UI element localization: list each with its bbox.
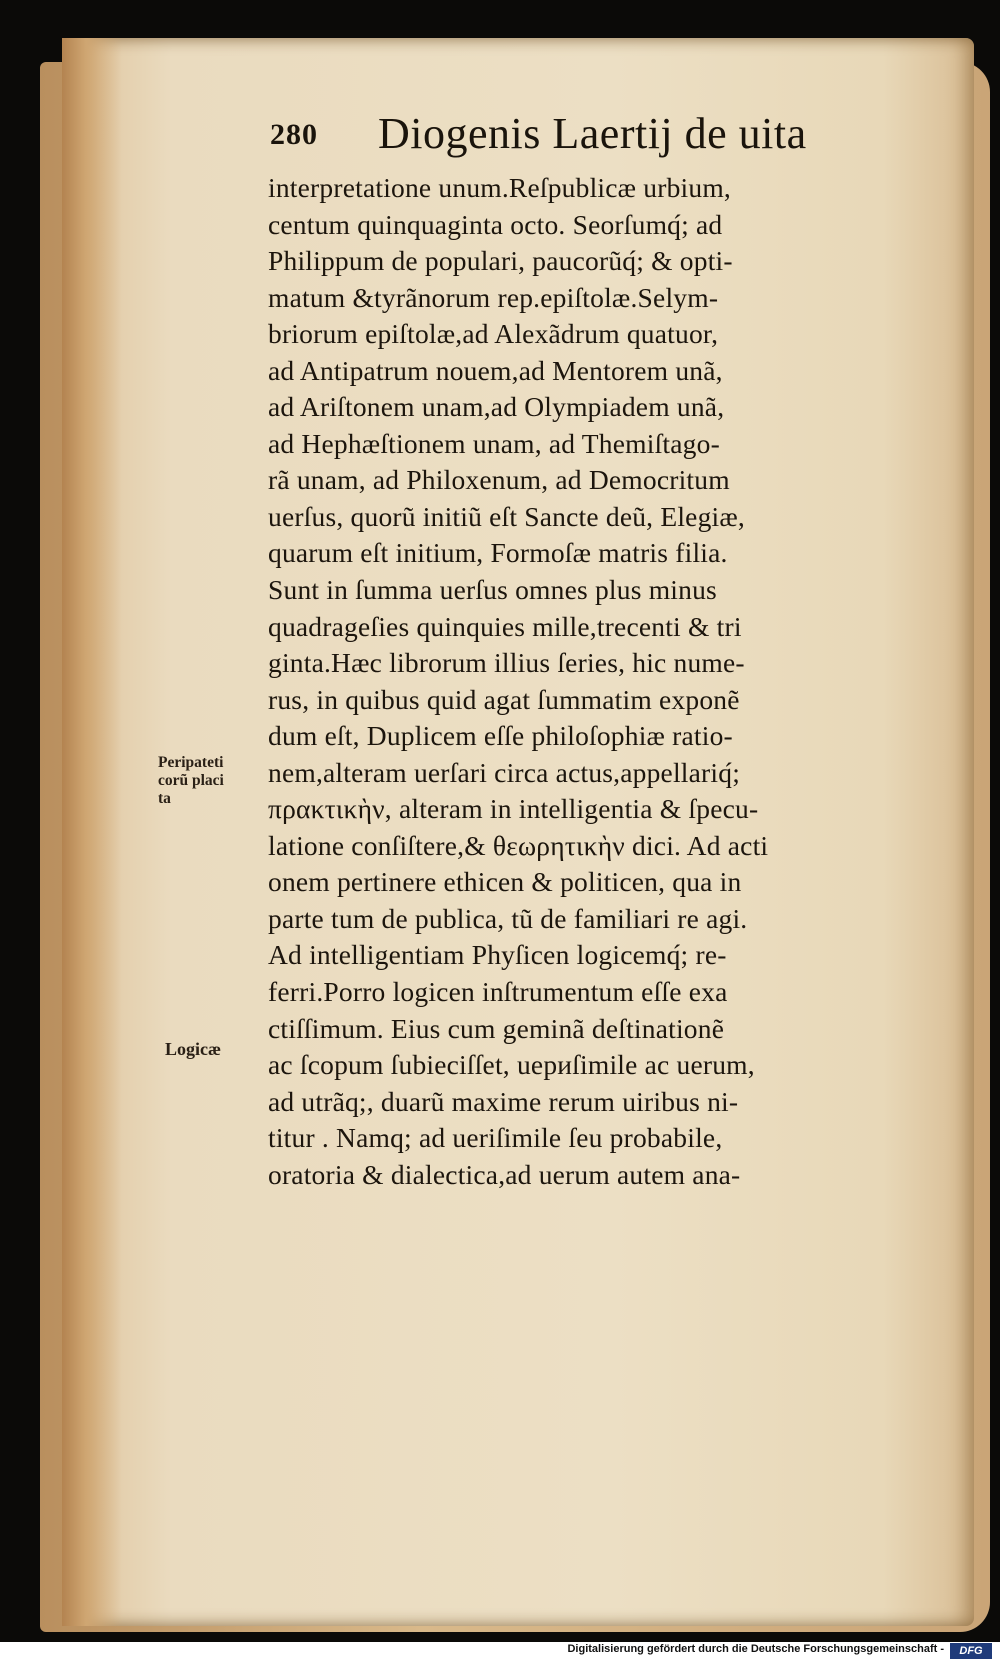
text-line: quadrageſies quinquies mille,trecenti & tri: [268, 610, 742, 642]
text-line: nem,alteram uerſari circa actus,appellariq́;: [268, 756, 741, 788]
text-line: Sunt in ſumma uerſus omnes plus minus: [268, 574, 717, 606]
margin-note-logicae: Logicæ: [165, 1039, 221, 1059]
text-line: rus, in quibus quid agat ſummatim exponẽ: [268, 683, 740, 715]
margin-note-line: ta: [158, 790, 171, 807]
text-line: parte tum de publica, tũ de familiari re agi.: [268, 902, 748, 934]
margin-note-line: Peripateti: [158, 754, 224, 771]
text-line: centum quinquaginta octo. Seorſumq́; ad: [268, 208, 723, 240]
text-line: onem pertinere ethicen & politicen, qua in: [268, 866, 742, 898]
text-line: dum eſt, Duplicem eſſe philoſophiæ ratio-: [268, 720, 733, 752]
page-gutter-shadow: [62, 38, 122, 1626]
text-line: ac ſcopum ſubieciſſet, uериſimile ac uerum,: [268, 1049, 755, 1081]
text-line: rã unam, ad Philoxenum, ad Democritum: [268, 464, 730, 496]
digitization-footer: [0, 1642, 1000, 1661]
text-line: ad utrãq;, duarũ maxime rerum uiribus ni-: [268, 1085, 739, 1117]
text-line: Philippum de populari, paucorũq́; & opti-: [268, 245, 733, 277]
dfg-logo: DFG: [950, 1643, 992, 1659]
text-line: interpretatione unum.Reſpublicæ urbium,: [268, 172, 731, 203]
text-line: Ad intelligentiam Phyſicen logicemq́; re-: [268, 939, 727, 971]
text-line: briorum epiſtolæ,ad Alexãdrum quatuor,: [268, 318, 719, 350]
text-line: titur . Namq; ad ueriſimile ſeu probabile,: [268, 1122, 723, 1154]
margin-note-peripatetici: [158, 754, 268, 808]
text-line: ginta.Hæc librorum illius ſeries, hic nume-: [268, 647, 745, 679]
text-line: uerſus, quorũ initiũ eſt Sancte deũ, Elegiæ,: [268, 500, 745, 532]
text-line: ctiſſimum. Eius cum geminã deſtinationẽ: [268, 1012, 725, 1044]
body-text: [268, 170, 908, 1193]
margin-note-line: corũ placi: [158, 772, 224, 789]
text-line: latione conſiſtere,& θεωρητικὴν dici. Ad acti: [268, 829, 769, 861]
text-line: matum &tyrãnorum rep.epiſtolæ.Selym-: [268, 281, 719, 313]
text-line: ferri.Porro logicen inſtrumentum eſſe exa: [268, 976, 728, 1008]
page-number: 280: [270, 118, 318, 151]
text-line: ad Hephæſtionem unam, ad Themiſtago-: [268, 427, 720, 459]
text-line: ad Ariſtonem unam,ad Olympiadem unã,: [268, 391, 725, 423]
text-line: quarum eſt initium, Formoſæ matris filia.: [268, 537, 728, 569]
footer-credit: Digitalisierung gefördert durch die Deutsche Forschungsgemeinschaft -: [567, 1643, 944, 1655]
text-line: πρακτικὴν, alteram in intelligentia & ſpecu-: [268, 793, 759, 825]
running-head-title: Diogenis Laertij de uita: [378, 109, 807, 158]
text-line: oratoria & dialectica,ad uerum autem ana-: [268, 1158, 741, 1190]
running-head: [270, 108, 890, 170]
text-line: ad Antipatrum nouem,ad Mentorem unã,: [268, 354, 723, 386]
